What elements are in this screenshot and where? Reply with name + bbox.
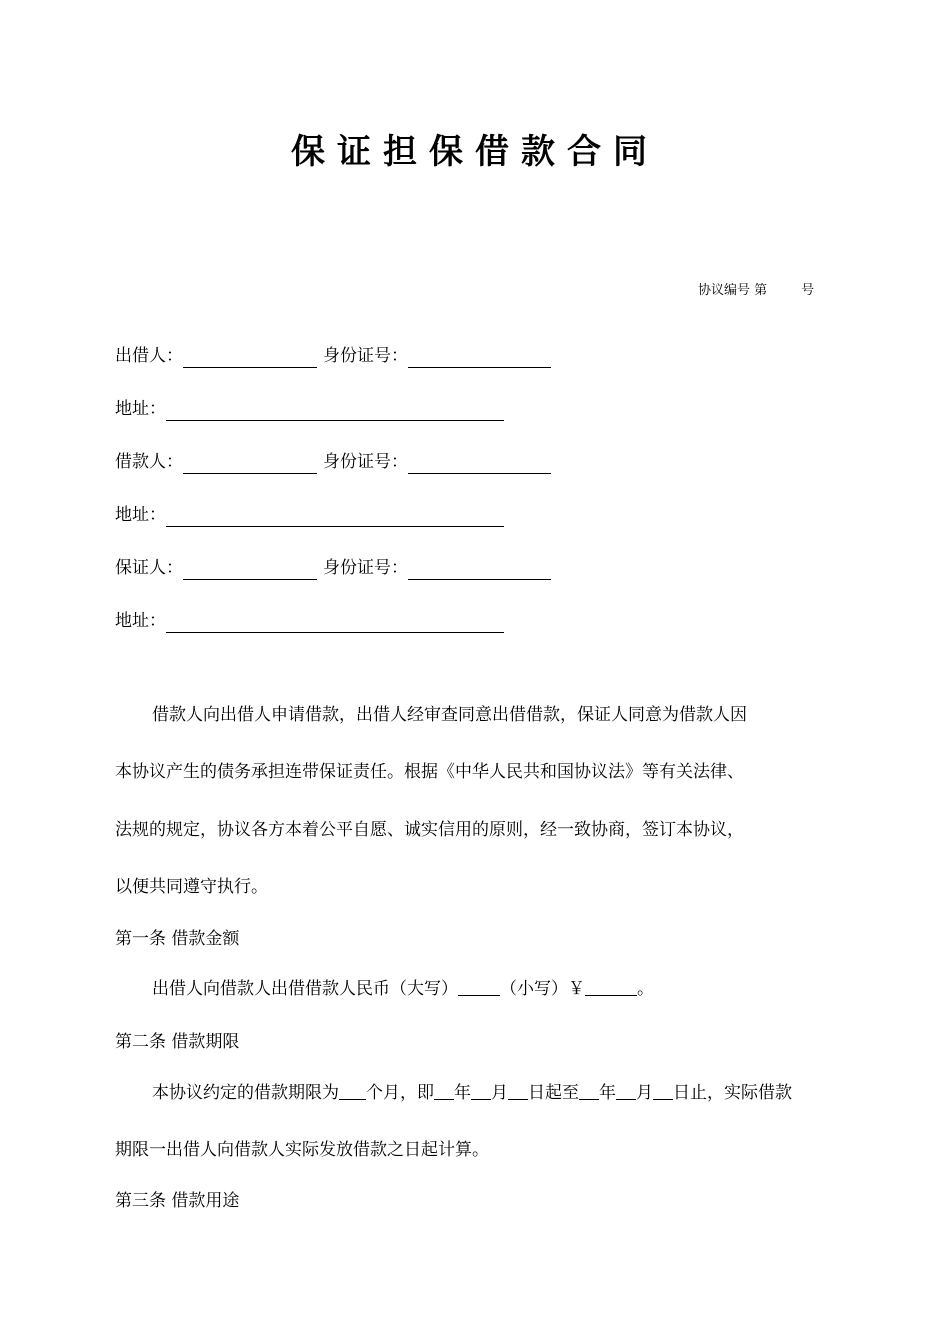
preamble-line-4: 以便共同遵守执行。 [115,877,268,897]
borrower-address-label: 地址： [115,505,166,525]
guarantor-id-blank[interactable] [408,561,551,580]
guarantor-id-label: 身份证号： [323,558,408,578]
start-year-blank[interactable] [434,1083,454,1100]
preamble-line-3: 法规的规定，协议各方本着公平自愿、诚实信用的原则，经一致协商，签订本协议， [115,820,744,840]
borrower-address-blank[interactable] [166,508,504,527]
lender-address-row [115,397,504,421]
borrower-row [115,450,551,474]
guarantor-name-blank[interactable] [183,561,317,580]
lender-label: 出借人： [115,346,183,366]
article-2-body-line-1 [152,1078,792,1103]
start-month-blank[interactable] [471,1083,491,1100]
start-day-blank[interactable] [508,1083,528,1100]
lender-name-blank[interactable] [183,349,317,368]
article-3-heading: 第三条 借款用途 [115,1191,240,1211]
borrower-id-blank[interactable] [408,455,551,474]
guarantor-address-row [115,609,504,633]
borrower-label: 借款人： [115,452,183,472]
borrower-id-label: 身份证号： [323,452,408,472]
end-month-blank[interactable] [616,1083,636,1100]
article-2-text-6: 年 [599,1083,616,1103]
article-2-text-4: 月 [491,1083,508,1103]
end-year-blank[interactable] [579,1083,599,1100]
guarantor-label: 保证人： [115,558,183,578]
article-2-heading: 第二条 借款期限 [115,1032,240,1052]
article-2-text-2: 个月，即 [366,1083,434,1103]
article-2-text-7: 月 [636,1083,653,1103]
agreement-number-suffix: 号 [801,283,815,298]
amount-numeric-blank[interactable] [585,979,637,996]
lender-id-label: 身份证号： [323,346,408,366]
article-1-text-a: 出借人向借款人出借借款人民币（大写） [152,979,458,999]
article-2-text-8: 日止，实际借款 [673,1083,792,1103]
preamble-line-2: 本协议产生的债务承担连带保证责任。根据《中华人民共和国协议法》等有关法律、 [115,762,744,782]
article-1-heading: 第一条 借款金额 [115,929,240,949]
lender-address-blank[interactable] [166,402,504,421]
guarantor-address-label: 地址： [115,611,166,631]
article-2-text-3: 年 [454,1083,471,1103]
lender-row [115,344,551,368]
preamble-line-1: 借款人向出借人申请借款，出借人经审查同意出借借款，保证人同意为借款人因 [152,705,747,725]
lender-address-label: 地址： [115,399,166,419]
agreement-number-prefix: 协议编号 第 [698,283,768,298]
term-months-blank[interactable] [339,1083,366,1100]
guarantor-address-blank[interactable] [166,614,504,633]
agreement-number [698,279,814,298]
article-1-body [152,974,654,999]
guarantor-row [115,556,551,580]
article-2-text-5: 日起至 [528,1083,579,1103]
article-2-body-line-2: 期限一出借人向借款人实际发放借款之日起计算。 [115,1140,489,1160]
end-day-blank[interactable] [653,1083,673,1100]
document-title: 保证担保借款合同 [291,132,659,172]
article-2-text-1: 本协议约定的借款期限为 [152,1083,339,1103]
article-1-text-c: 。 [637,979,654,999]
amount-uppercase-blank[interactable] [458,979,500,996]
borrower-name-blank[interactable] [183,455,317,474]
lender-id-blank[interactable] [408,349,551,368]
borrower-address-row [115,503,504,527]
article-1-text-b: （小写）￥ [500,979,585,999]
